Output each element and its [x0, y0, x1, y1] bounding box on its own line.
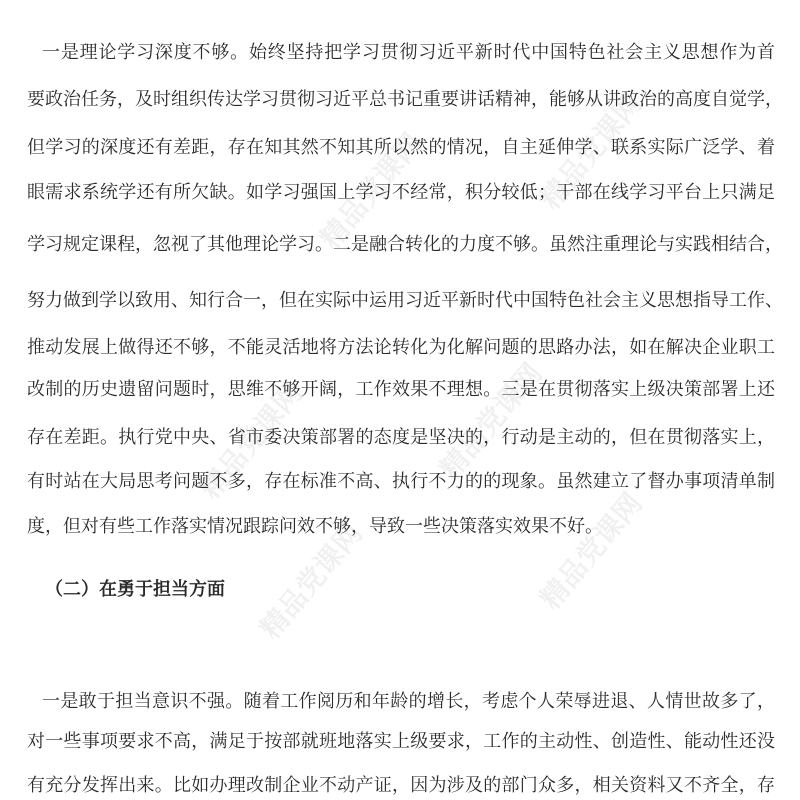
text-line: 改制的历史遗留问题时，思维不够开阔，工作效果不理想。三是在贯彻落实上级决策部署上还 — [27, 379, 775, 400]
text-line: 度，但对有些工作落实情况跟踪问效不够，导致一些决策落实效果不好。 — [27, 516, 603, 537]
text-line: 努力做到学以致用、知行合一，但在实际中运用习近平新时代中国特色社会主义思想指导工作、 — [27, 290, 783, 311]
watermark-text: 精品党课网 — [533, 86, 649, 216]
section-heading: （二）在勇于担当方面 — [45, 579, 225, 600]
watermark-text: 精品党课网 — [253, 516, 369, 646]
watermark-text: 精品党课网 — [193, 376, 309, 506]
watermark-text: 精品党课网 — [533, 486, 649, 616]
text-line: 一是敢于担当意识不强。随着工作阅历和年龄的增长，考虑个人荣辱进退、人情世故多了， — [42, 691, 775, 712]
text-line: 推动发展上做得还不够，不能灵活地将方法论转化为化解问题的思路办法，如在解决企业职工 — [27, 337, 775, 358]
text-line: 有充分发挥出来。比如办理改制企业不动产证，因为涉及的部门众多，相关资料又不齐全，存 — [27, 775, 775, 796]
text-line: 对一些事项要求不高，满足于按部就班地落实上级要求，工作的主动性、创造性、能动性还没 — [27, 731, 775, 752]
text-line: 有时站在大局思考问题不多，存在标准不高、执行不力的的现象。虽然建立了督办事项清单制 — [27, 471, 775, 492]
text-line: 眼需求系统学还有所欠缺。如学习强国上学习不经常，积分较低；干部在线学习平台上只满足 — [27, 182, 775, 203]
text-line: 但学习的深度还有差距，存在知其然不知其所以然的情况，自主延伸学、联系实际广泛学、着 — [27, 137, 775, 158]
text-line: 一是理论学习深度不够。始终坚持把学习贯彻习近平新时代中国特色社会主义思想作为首 — [42, 42, 775, 63]
watermark-text: 精品党课网 — [433, 356, 549, 486]
text-line: 学习规定课程，忽视了其他理论学习。二是融合转化的力度不够。虽然注重理论与实践相结合， — [27, 234, 783, 255]
text-line: 要政治任务，及时组织传达学习贯彻习近平总书记重要讲话精神，能够从讲政治的高度自觉学， — [27, 89, 783, 110]
watermark-text: 精品党课网 — [313, 126, 429, 256]
text-line: 存在差距。执行党中央、省市委决策部署的态度是坚决的，行动是主动的，但在贯彻落实上， — [27, 427, 775, 448]
